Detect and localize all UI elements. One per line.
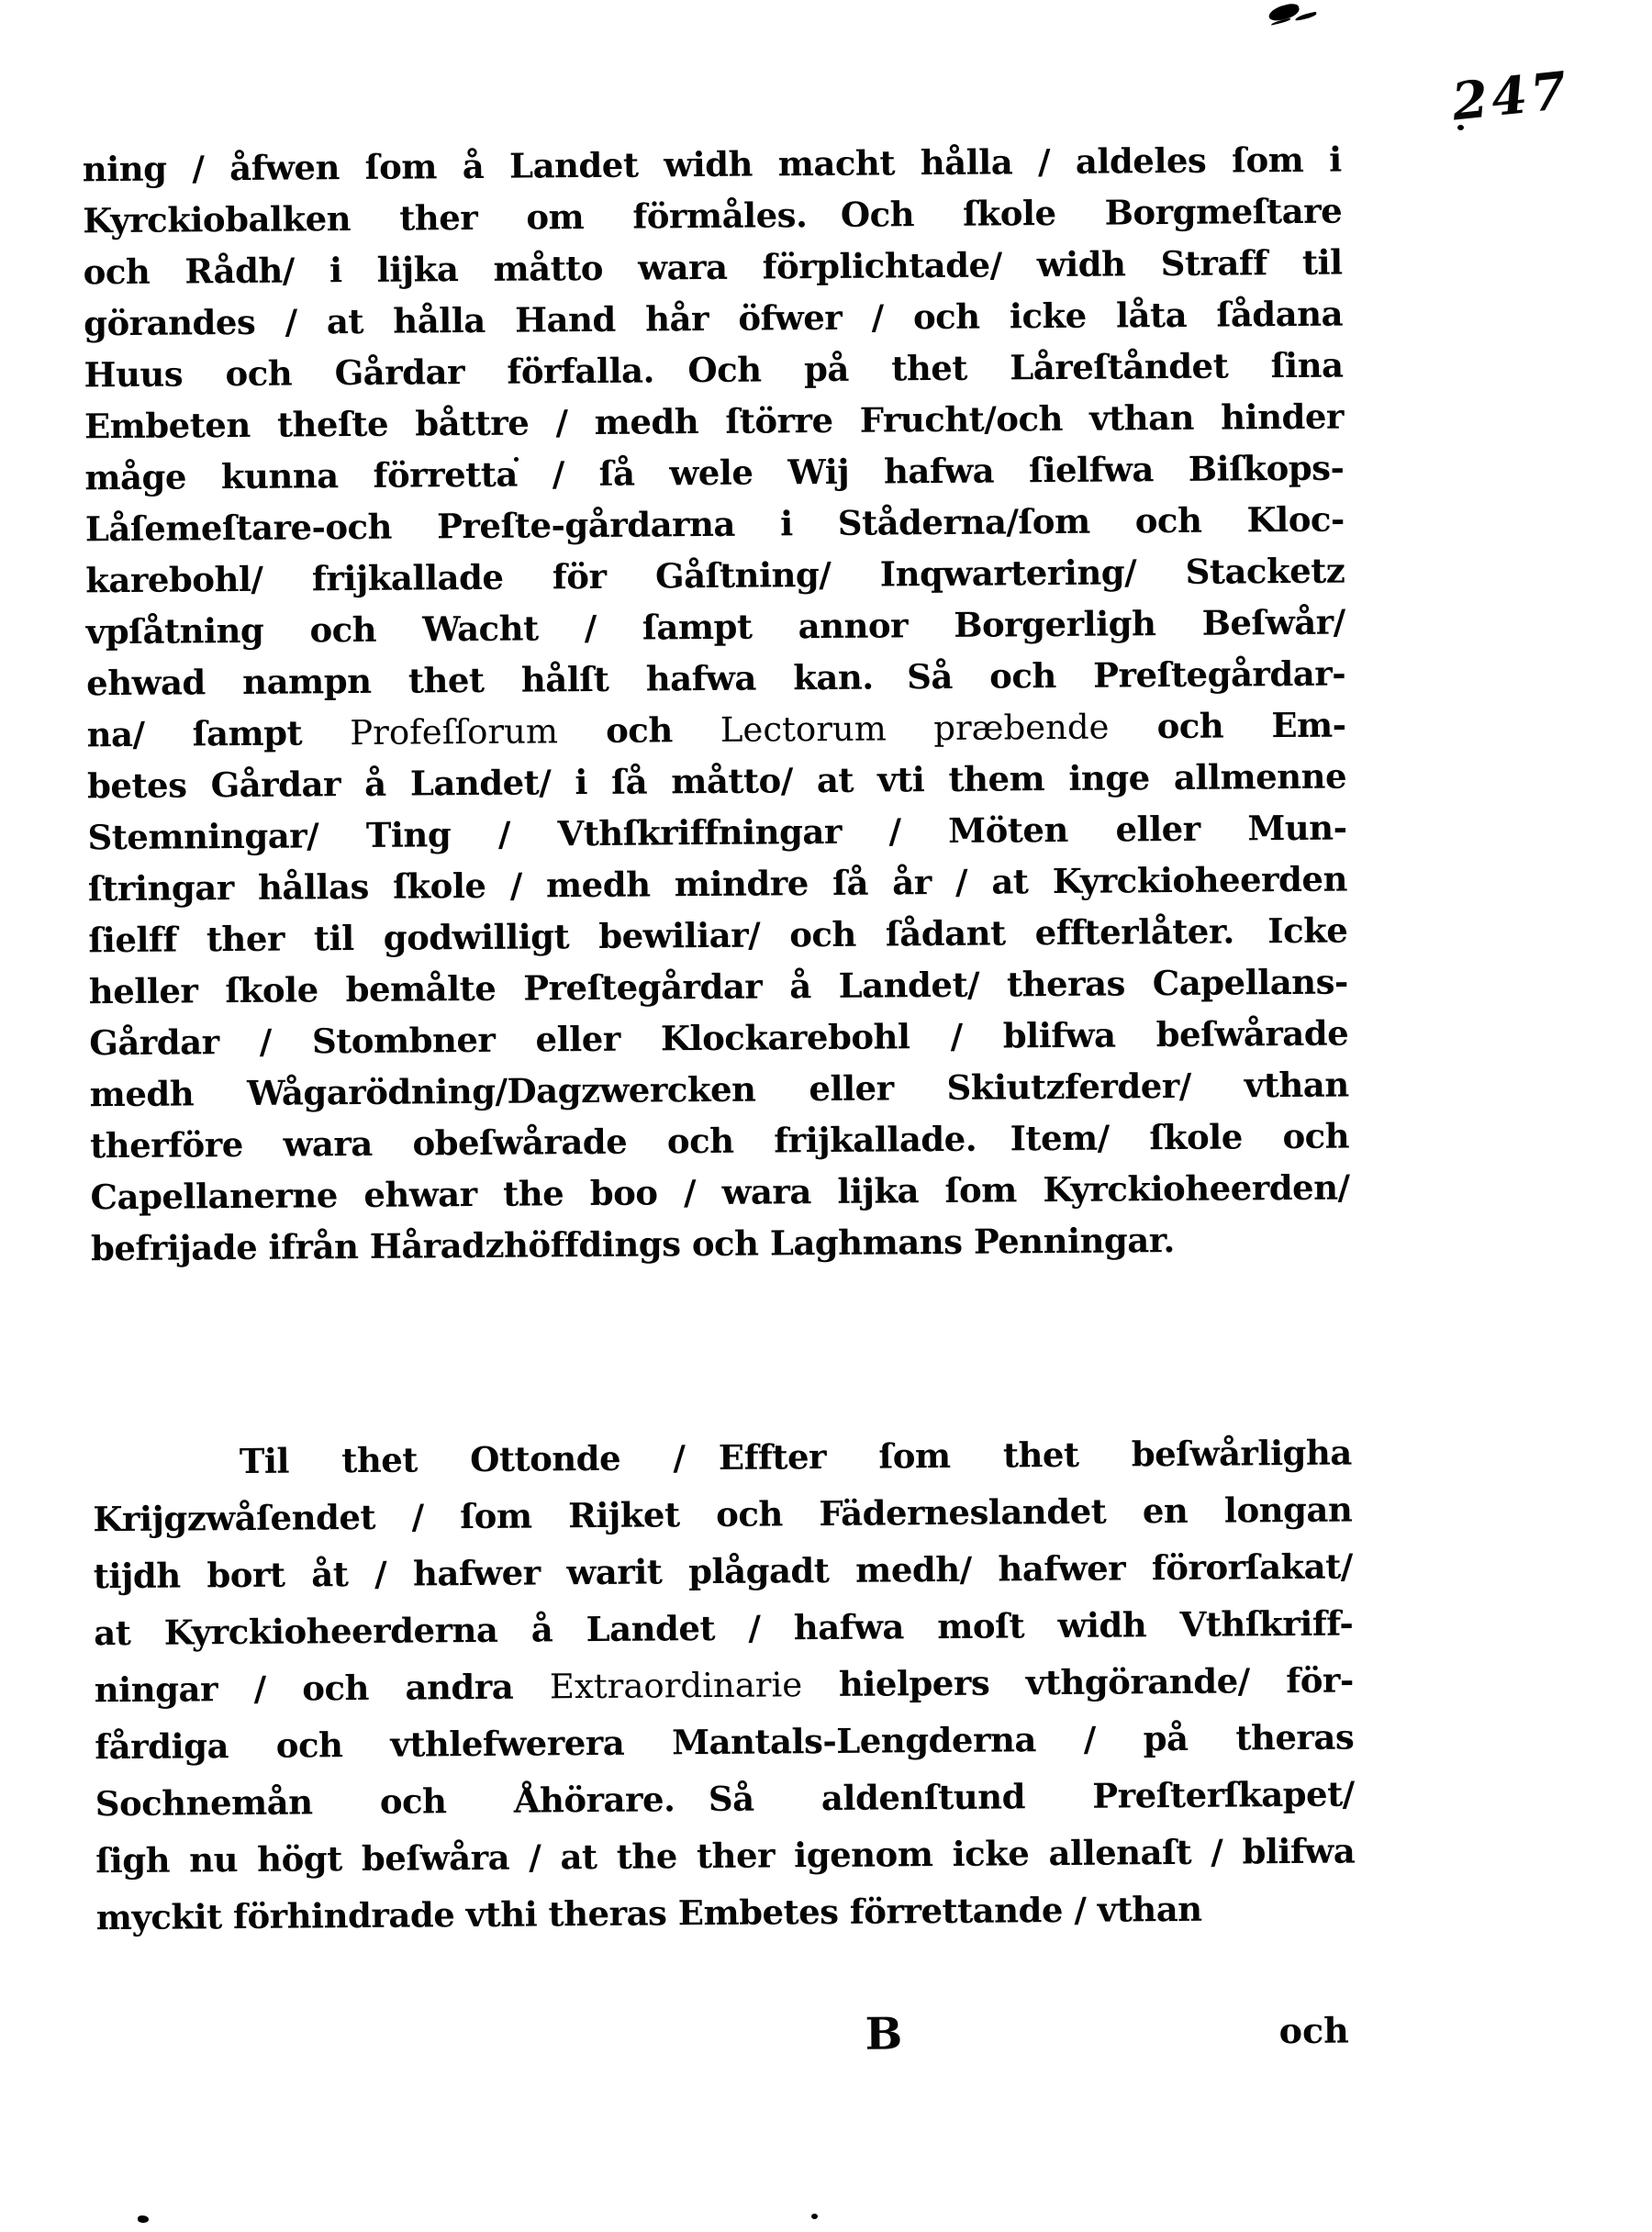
text-line (93, 1424, 1352, 1491)
fraktur-text-segment: Gårdar / Stombner eller Klockarebohl / blifwa beſwårade (89, 1012, 1349, 1064)
text-line (94, 1538, 1353, 1605)
fraktur-text-segment: och (557, 709, 721, 752)
roman-text-segment: Lectorum præbende (720, 707, 1110, 750)
fraktur-text-segment: och Em- (1109, 704, 1346, 747)
text-line (93, 1481, 1352, 1548)
fraktur-text-segment: ſielff ther til godwilligt bewiliar/ och ſådant effterlåter. Icke (88, 910, 1348, 961)
fraktur-text-segment: myckit förhindrade vthi theras Embetes förrettande / vthan (95, 1888, 1202, 1938)
signature-mark: B (865, 2008, 903, 2060)
fraktur-text-segment: tijdh bort åt / hafwer warit plågadt medh/ hafwer förorſakat/ (93, 1546, 1353, 1597)
fraktur-text-segment: Kyrckiobalken ther om förmåles. Och ſkole Borgmeſtare (83, 190, 1343, 241)
fraktur-text-segment: betes Gårdar å Landet/ i ſå måtto/ at vti them inge allmenne (86, 755, 1347, 807)
text-line (95, 1766, 1355, 1833)
fraktur-text-segment: ningar / och andra (94, 1666, 551, 1711)
signature-row (97, 2003, 1356, 2070)
fraktur-text-segment: heller ſkole bemålte Preſtegårdar å Landet/ theras Capellans- (88, 961, 1348, 1012)
text-line (95, 1709, 1354, 1776)
handwritten-page-number: 247 (1448, 60, 1574, 133)
text-line (95, 1652, 1354, 1719)
fraktur-text-segment: ehwad nampn thet hålſt hafwa kan. Så och Preſtegårdar- (86, 653, 1346, 704)
fraktur-text-segment: Huus och Gårdar förfalla. Och på thet Låreſtåndet ſina (84, 344, 1344, 396)
text-line (95, 1823, 1355, 1890)
fraktur-text-segment: görandes / at hålla Hand hår öfwer / och icke låta ſådana (83, 293, 1344, 344)
fraktur-text-segment: ſtringar hållas ſkole / medh mindre ſå år / at Kyrckioheerden (87, 858, 1348, 910)
catchword: och (1278, 2009, 1349, 2052)
fraktur-text-segment: vpſåtning och Wacht / ſampt annor Borgerligh Beſwår/ (85, 601, 1345, 653)
roman-text-segment: Profeſſorum (350, 711, 559, 753)
fraktur-text-segment: Stemningar/ Ting / Vthſkriffningar / Möten eller Mun- (87, 807, 1347, 858)
fraktur-text-segment: at Kyrckioheerderna å Landet / hafwa moſt widh Vthſkriff- (94, 1602, 1354, 1654)
fraktur-text-segment: Embeten theſte båttre / medh ſtörre Frucht/och vthan hinder (84, 396, 1345, 447)
roman-text-segment: Extraordinarie (549, 1665, 803, 1707)
fraktur-text-segment: hielpers vthgörande/ för- (802, 1659, 1354, 1705)
fraktur-text-segment: Sochnemån och Åhörare. Så aldenſtund Preſterſkapet/ (95, 1773, 1355, 1825)
text-line (91, 1213, 1350, 1275)
text-line (94, 1595, 1353, 1662)
fraktur-text-segment: fårdiga och vthlefwerera Mantals-Lengderna / på theras (95, 1716, 1355, 1768)
fraktur-text-segment: Krijgzwåſendet / ſom Rijket och Fäderneslandet en longan (93, 1489, 1353, 1540)
fraktur-text-segment: befrijade ifrån Håradzhöffdings och Laghmans Penningar. (90, 1220, 1175, 1269)
paragraph-2 (93, 1424, 1356, 1947)
fraktur-text-segment: medh Wågarödning/Dagzwercken eller Skiutzferder/ vthan (89, 1064, 1349, 1115)
fraktur-text-segment: therföre wara obeſwårade och frijkallade. Item/ ſkole och (89, 1115, 1350, 1166)
fraktur-text-segment: ning / åfwen ſom å Landet widh macht hålla / aldeles ſom i (82, 139, 1342, 190)
fraktur-text-segment: Låſemeſtare-och Preſte-gårdarna i Ståderna/ſom och Kloc- (84, 498, 1345, 550)
fraktur-text-segment: karebohl/ frijkallade för Gåſtning/ Inqwartering/ Stacketz (85, 550, 1345, 601)
fraktur-text-segment: måge kunna förretta / ſå wele Wij hafwa ſielfwa Biſkops- (84, 447, 1345, 498)
fraktur-text-segment: na/ ſampt (86, 712, 351, 755)
paragraph-1 (83, 134, 1351, 1275)
fraktur-text-segment: Capellanerne ehwar the boo / wara lijka ſom Kyrckioheerden/ (90, 1166, 1350, 1218)
text-block (83, 134, 1356, 1947)
fraktur-text-segment: ſigh nu högt beſwåra / at the ther igenom icke allenaſt / blifwa (95, 1830, 1356, 1881)
fraktur-text-segment: och Rådh/ i lijka måtto wara förplichtade/ widh Straff til (83, 241, 1343, 293)
fraktur-text-segment: Til thet Ottonde / Effter ſom thet beſwårligha (239, 1432, 1352, 1482)
text-line (96, 1880, 1356, 1947)
